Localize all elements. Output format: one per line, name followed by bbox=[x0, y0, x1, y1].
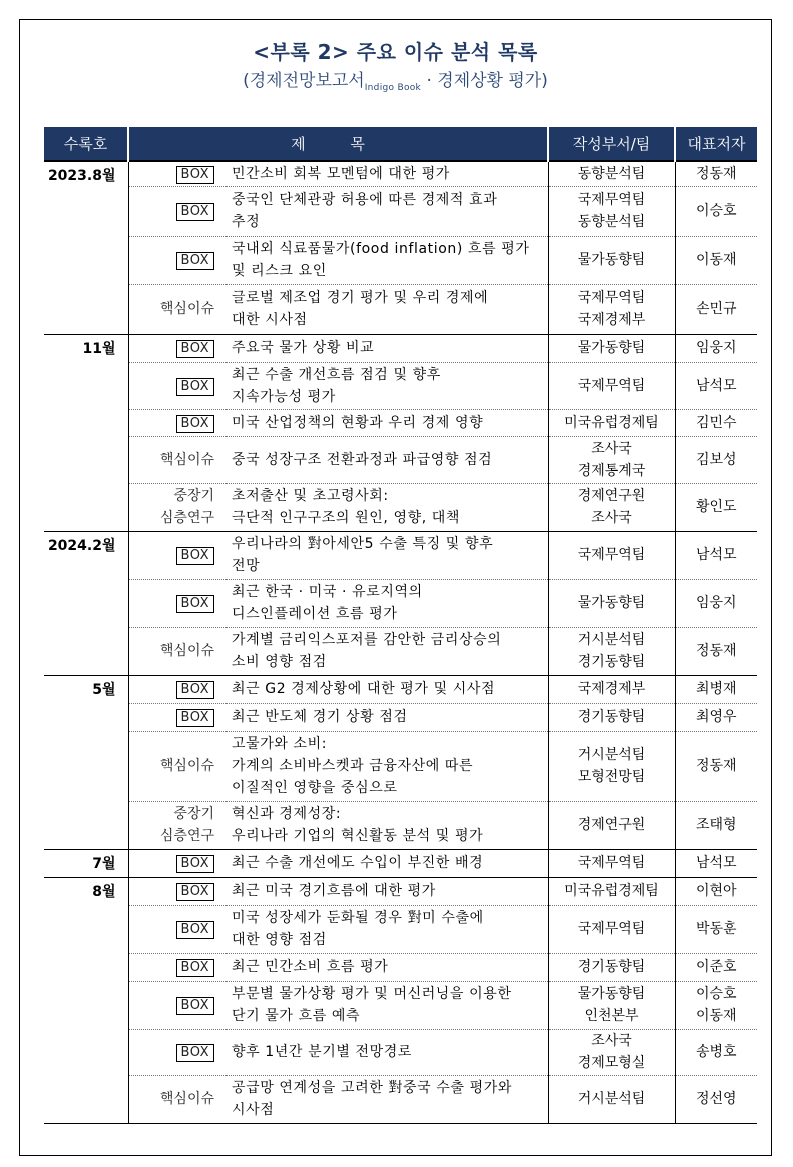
title-cell bbox=[226, 409, 548, 436]
issue-list-table bbox=[44, 127, 757, 1124]
title-line: 대한 시사점 bbox=[232, 312, 308, 328]
dept-line: 거시분석팀 bbox=[577, 1091, 646, 1107]
author-cell bbox=[675, 284, 757, 334]
author-cell bbox=[675, 362, 757, 409]
type-cell bbox=[128, 981, 226, 1029]
table-row bbox=[44, 284, 757, 334]
box-label: BOX bbox=[176, 166, 215, 184]
author-line: 이동재 bbox=[695, 252, 737, 268]
author-line: 황인도 bbox=[695, 499, 737, 515]
dept-line: 조사국 bbox=[591, 440, 632, 457]
author-line: 최영우 bbox=[695, 709, 737, 725]
author-line: 남석모 bbox=[695, 547, 737, 563]
author-line: 정동재 bbox=[695, 165, 737, 182]
dept-cell bbox=[548, 531, 675, 579]
table-row bbox=[44, 186, 757, 236]
type-cell bbox=[128, 849, 226, 877]
author-cell bbox=[675, 409, 757, 436]
type-cell bbox=[128, 675, 226, 703]
dept-cell bbox=[548, 409, 675, 436]
dept-line: 조사국 bbox=[591, 1033, 632, 1049]
type-cell bbox=[128, 953, 226, 981]
author-line: 이동재 bbox=[695, 1008, 737, 1024]
box-label: BOX bbox=[176, 883, 215, 901]
box-label: BOX bbox=[176, 252, 215, 270]
title-cell bbox=[226, 627, 548, 675]
title-cell bbox=[226, 849, 548, 877]
title-line: 소비 영향 점검 bbox=[232, 654, 327, 670]
author-line: 송병호 bbox=[695, 1044, 737, 1060]
box-label: BOX bbox=[176, 681, 215, 699]
title-line: 향후 1년간 분기별 전망경로 bbox=[232, 1044, 413, 1060]
title-cell bbox=[226, 675, 548, 703]
dept-line: 경제통계국 bbox=[577, 462, 646, 479]
dept-line: 국제무역팀 bbox=[577, 921, 646, 937]
dept-cell bbox=[548, 483, 675, 531]
dept-line: 조사국 bbox=[591, 510, 632, 526]
author-cell bbox=[675, 1029, 757, 1075]
author-cell bbox=[675, 627, 757, 675]
title-cell bbox=[226, 905, 548, 953]
table-row bbox=[44, 334, 757, 362]
box-label: BOX bbox=[176, 709, 215, 727]
author-line: 손민규 bbox=[695, 301, 737, 317]
author-line: 정동재 bbox=[695, 643, 737, 659]
dept-line: 미국유럽경제팀 bbox=[564, 883, 659, 899]
dept-cell bbox=[548, 905, 675, 953]
dept-line: 경제모형실 bbox=[577, 1055, 646, 1071]
author-line: 남석모 bbox=[695, 855, 737, 871]
author-line: 임웅지 bbox=[695, 595, 737, 611]
title-line: 최근 미국 경기흐름에 대한 평가 bbox=[232, 883, 436, 899]
author-cell bbox=[675, 483, 757, 531]
dept-line: 경기동향팀 bbox=[577, 959, 646, 975]
header-dept: 작성부서/팀 bbox=[548, 127, 675, 161]
author-cell bbox=[675, 436, 757, 483]
dept-line: 경기동향팀 bbox=[577, 709, 646, 725]
title-cell bbox=[226, 531, 548, 579]
author-line: 정선영 bbox=[695, 1091, 737, 1107]
table-row bbox=[44, 236, 757, 284]
box-label: BOX bbox=[176, 415, 215, 433]
table-row bbox=[44, 579, 757, 627]
type-label: 핵심이슈 bbox=[159, 758, 214, 774]
title-cell bbox=[226, 334, 548, 362]
type-cell bbox=[128, 362, 226, 409]
type-label bbox=[129, 485, 215, 529]
type-cell bbox=[128, 161, 226, 186]
author-line: 박동훈 bbox=[695, 921, 737, 937]
dept-cell bbox=[548, 334, 675, 362]
type-label: 핵심이슈 bbox=[159, 1091, 214, 1107]
type-cell bbox=[128, 877, 226, 905]
dept-cell bbox=[548, 362, 675, 409]
table-body bbox=[44, 161, 757, 1123]
title-line: 미국 산업정책의 현황과 우리 경제 영향 bbox=[232, 414, 484, 431]
table-row bbox=[44, 953, 757, 981]
type-cell bbox=[128, 731, 226, 801]
dept-cell bbox=[548, 1029, 675, 1075]
box-label: BOX bbox=[176, 921, 215, 939]
author-cell bbox=[675, 905, 757, 953]
title-cell bbox=[226, 236, 548, 284]
dept-line: 물가동향팀 bbox=[577, 595, 646, 611]
box-label: BOX bbox=[176, 855, 215, 873]
type-cell bbox=[128, 627, 226, 675]
issue-cell: 2024.2월 bbox=[44, 531, 128, 675]
dept-line: 국제무역팀 bbox=[577, 855, 646, 871]
box-label: BOX bbox=[176, 595, 215, 613]
title-line: 대한 영향 점검 bbox=[232, 932, 327, 948]
title-line: 부문별 물가상황 평가 및 머신러닝을 이용한 bbox=[232, 986, 512, 1002]
author-cell bbox=[675, 675, 757, 703]
author-cell bbox=[675, 849, 757, 877]
title-cell bbox=[226, 1075, 548, 1123]
dept-cell bbox=[548, 436, 675, 483]
author-line: 김보성 bbox=[695, 451, 737, 468]
title-cell bbox=[226, 801, 548, 849]
table-row bbox=[44, 161, 757, 186]
dept-line: 경기동향팀 bbox=[577, 654, 646, 670]
dept-cell bbox=[548, 877, 675, 905]
author-cell bbox=[675, 953, 757, 981]
table-row bbox=[44, 801, 757, 849]
title-line: 초저출산 및 초고령사회: bbox=[232, 488, 389, 504]
box-label: BOX bbox=[176, 1044, 215, 1062]
title-line: 디스인플레이션 흐름 평가 bbox=[232, 606, 398, 622]
author-line: 남석모 bbox=[695, 377, 737, 394]
dept-line: 인천본부 bbox=[584, 1008, 639, 1024]
subtitle-book-name: Indigo Book bbox=[364, 83, 422, 93]
type-label: 핵심이슈 bbox=[159, 451, 214, 468]
type-cell bbox=[128, 1075, 226, 1123]
title-line: 추정 bbox=[232, 214, 261, 230]
box-label: BOX bbox=[176, 547, 215, 565]
title-line: 시사점 bbox=[232, 1102, 275, 1118]
title-line: 가계의 소비바스켓과 금융자산에 따른 bbox=[232, 758, 474, 774]
issue-cell: 11월 bbox=[44, 334, 128, 531]
dept-cell bbox=[548, 236, 675, 284]
box-label: BOX bbox=[176, 959, 215, 977]
author-cell bbox=[675, 981, 757, 1029]
table-row bbox=[44, 1075, 757, 1123]
author-cell bbox=[675, 1075, 757, 1123]
type-cell bbox=[128, 186, 226, 236]
table-row bbox=[44, 436, 757, 483]
author-cell bbox=[675, 334, 757, 362]
type-cell bbox=[128, 531, 226, 579]
author-line: 이현아 bbox=[695, 883, 737, 899]
dept-line: 국제무역팀 bbox=[577, 192, 646, 208]
table-row bbox=[44, 703, 757, 731]
title-line: 미국 성장세가 둔화될 경우 對미 수출에 bbox=[232, 910, 484, 926]
table-row bbox=[44, 877, 757, 905]
dept-cell bbox=[548, 284, 675, 334]
title-cell bbox=[226, 1029, 548, 1075]
title-line: 지속가능성 평가 bbox=[232, 388, 336, 405]
author-line: 최병재 bbox=[695, 681, 737, 697]
issue-cell: 7월 bbox=[44, 849, 128, 877]
type-cell bbox=[128, 436, 226, 483]
author-line: 이승호 bbox=[695, 986, 737, 1002]
dept-cell bbox=[548, 627, 675, 675]
title-line: 최근 수출 개선에도 수입이 부진한 배경 bbox=[232, 855, 484, 871]
dept-line: 국제경제부 bbox=[577, 681, 646, 697]
author-cell bbox=[675, 877, 757, 905]
box-label: BOX bbox=[176, 378, 215, 396]
title-line: 혁신과 경제성장: bbox=[232, 806, 342, 822]
title-line: 우리나라 기업의 혁신활동 분석 및 평가 bbox=[232, 828, 484, 844]
type-cell bbox=[128, 409, 226, 436]
author-cell bbox=[675, 236, 757, 284]
dept-line: 국제무역팀 bbox=[577, 547, 646, 563]
table-row bbox=[44, 905, 757, 953]
type-label-line: 심층연구 bbox=[159, 510, 214, 526]
author-line: 김민수 bbox=[695, 414, 737, 431]
title-cell bbox=[226, 284, 548, 334]
title-cell bbox=[226, 703, 548, 731]
issue-cell: 5월 bbox=[44, 675, 128, 849]
dept-cell bbox=[548, 801, 675, 849]
dept-line: 경제연구원 bbox=[577, 488, 646, 504]
page-subtitle bbox=[20, 66, 771, 93]
title-line: 국내외 식료품물가(food inflation) 흐름 평가 bbox=[232, 241, 530, 257]
title-line: 최근 민간소비 흐름 평가 bbox=[232, 959, 389, 975]
dept-cell bbox=[548, 161, 675, 186]
type-label-line: 중장기 bbox=[173, 806, 214, 822]
title-line: 민간소비 회복 모멘텀에 대한 평가 bbox=[232, 165, 450, 182]
table-row bbox=[44, 1029, 757, 1075]
author-cell bbox=[675, 161, 757, 186]
title-cell bbox=[226, 186, 548, 236]
dept-line: 경제연구원 bbox=[577, 817, 646, 833]
type-label-line: 심층연구 bbox=[159, 828, 214, 844]
title-line: 주요국 물가 상황 비교 bbox=[232, 340, 375, 356]
dept-line: 국제무역팀 bbox=[577, 377, 646, 394]
dept-line: 거시분석팀 bbox=[577, 632, 646, 648]
dept-line: 미국유럽경제팀 bbox=[564, 414, 659, 431]
table-row bbox=[44, 531, 757, 579]
type-cell bbox=[128, 334, 226, 362]
dept-cell bbox=[548, 1075, 675, 1123]
type-label: 핵심이슈 bbox=[159, 643, 214, 659]
page-title: <부록 2> 주요 이슈 분석 목록 bbox=[253, 40, 538, 64]
type-cell bbox=[128, 284, 226, 334]
title-line: 전망 bbox=[232, 558, 261, 574]
table-row bbox=[44, 409, 757, 436]
dept-cell bbox=[548, 731, 675, 801]
dept-line: 동향분석팀 bbox=[577, 165, 646, 182]
table-row bbox=[44, 731, 757, 801]
box-label: BOX bbox=[176, 203, 215, 221]
title-cell bbox=[226, 877, 548, 905]
type-cell bbox=[128, 1029, 226, 1075]
author-line: 임웅지 bbox=[695, 340, 737, 356]
dept-cell bbox=[548, 703, 675, 731]
box-label: BOX bbox=[176, 340, 215, 358]
dept-line: 물가동향팀 bbox=[577, 986, 646, 1002]
title-line: 가계별 금리익스포저를 감안한 금리상승의 bbox=[232, 632, 502, 648]
author-line: 이준호 bbox=[695, 959, 737, 975]
dept-line: 동향분석팀 bbox=[577, 214, 646, 230]
title-cell bbox=[226, 483, 548, 531]
title-cell bbox=[226, 161, 548, 186]
title-cell bbox=[226, 362, 548, 409]
table-row bbox=[44, 981, 757, 1029]
author-cell bbox=[675, 579, 757, 627]
table-row bbox=[44, 849, 757, 877]
dept-cell bbox=[548, 953, 675, 981]
header-author: 대표저자 bbox=[675, 127, 757, 161]
table-row bbox=[44, 362, 757, 409]
dept-cell bbox=[548, 186, 675, 236]
title-line: 최근 G2 경제상황에 대한 평가 및 시사점 bbox=[232, 681, 496, 697]
type-cell bbox=[128, 801, 226, 849]
type-cell bbox=[128, 703, 226, 731]
box-label: BOX bbox=[176, 997, 215, 1015]
author-cell bbox=[675, 731, 757, 801]
title-cell bbox=[226, 436, 548, 483]
type-label: 핵심이슈 bbox=[159, 301, 214, 317]
author-cell bbox=[675, 801, 757, 849]
author-cell bbox=[675, 531, 757, 579]
title-line: 극단적 인구구조의 원인, 영향, 대책 bbox=[232, 510, 461, 526]
table-row bbox=[44, 627, 757, 675]
dept-line: 국제경제부 bbox=[577, 312, 646, 328]
title-line: 중국인 단체관광 허용에 따른 경제적 효과 bbox=[232, 192, 498, 208]
header-title: 제 목 bbox=[128, 127, 548, 161]
header-issue: 수록호 bbox=[44, 127, 128, 161]
title-line: 글로벌 제조업 경기 평가 및 우리 경제에 bbox=[232, 290, 489, 306]
type-cell bbox=[128, 905, 226, 953]
title-line: 우리나라의 對아세안5 수출 특징 및 향후 bbox=[232, 536, 494, 552]
table-header-row bbox=[44, 127, 757, 161]
dept-line: 물가동향팀 bbox=[577, 252, 646, 268]
subtitle-suffix: · 경제상황 평가) bbox=[421, 71, 548, 91]
dept-line: 국제무역팀 bbox=[577, 290, 646, 306]
dept-cell bbox=[548, 981, 675, 1029]
dept-cell bbox=[548, 579, 675, 627]
type-cell bbox=[128, 236, 226, 284]
issue-cell: 2023.8월 bbox=[44, 161, 128, 334]
dept-line: 거시분석팀 bbox=[577, 747, 646, 763]
subtitle-prefix: (경제전망보고서 bbox=[243, 71, 365, 91]
title-line: 최근 반도체 경기 상황 점검 bbox=[232, 709, 408, 725]
type-label bbox=[129, 803, 215, 847]
title-line: 및 리스크 요인 bbox=[232, 263, 327, 279]
title-cell bbox=[226, 579, 548, 627]
title-line: 최근 수출 개선흐름 점검 및 향후 bbox=[232, 366, 441, 383]
title-cell bbox=[226, 953, 548, 981]
title-cell bbox=[226, 981, 548, 1029]
type-label-line: 중장기 bbox=[173, 488, 214, 504]
title-line: 고물가와 소비: bbox=[232, 736, 328, 752]
title-line: 중국 성장구조 전환과정과 파급영향 점검 bbox=[232, 451, 493, 468]
type-cell bbox=[128, 483, 226, 531]
title-line: 이질적인 영향을 중심으로 bbox=[232, 780, 398, 796]
author-cell bbox=[675, 186, 757, 236]
title-cell bbox=[226, 731, 548, 801]
title-line: 공급망 연계성을 고려한 對중국 수출 평가와 bbox=[232, 1080, 512, 1096]
title-line: 단기 물가 흐름 예측 bbox=[232, 1008, 361, 1024]
document-page bbox=[19, 19, 772, 1156]
author-cell bbox=[675, 703, 757, 731]
table-row bbox=[44, 675, 757, 703]
title-line: 최근 한국 · 미국 · 유로지역의 bbox=[232, 584, 423, 600]
dept-line: 모형전망팀 bbox=[577, 769, 646, 785]
type-cell bbox=[128, 579, 226, 627]
dept-cell bbox=[548, 849, 675, 877]
dept-line: 물가동향팀 bbox=[577, 340, 646, 356]
table-row bbox=[44, 483, 757, 531]
author-line: 조태형 bbox=[695, 817, 737, 833]
author-line: 정동재 bbox=[695, 758, 737, 774]
dept-cell bbox=[548, 675, 675, 703]
issue-cell: 8월 bbox=[44, 877, 128, 1123]
author-line: 이승호 bbox=[695, 203, 737, 219]
